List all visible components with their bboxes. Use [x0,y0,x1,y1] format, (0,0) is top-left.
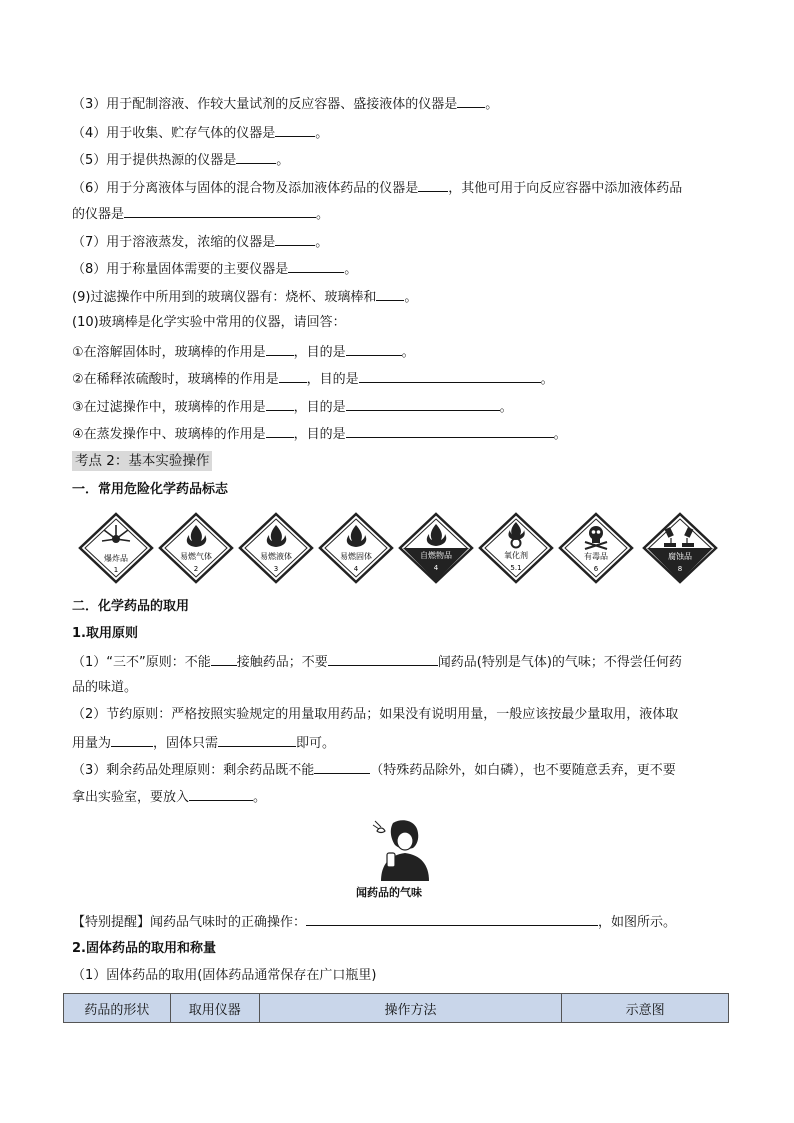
answer-blank[interactable] [346,342,402,356]
hazard-label: 自燃物品 [420,551,452,560]
principle-3: （3）剩余药品处理原则：剩余药品既不能 （特殊药品除外，如白磷），也不要随意丢弃，更不要 [72,760,676,780]
hazard-label: 易燃气体 [180,552,212,561]
answer-blank[interactable] [124,204,316,218]
table-header-row [64,994,729,1023]
hazard-number: 4 [353,565,359,573]
question-5: （5）用于提供热源的仪器是 。 [72,150,289,170]
hazard-number: 6 [593,565,599,573]
answer-blank[interactable] [275,123,315,137]
hazard-number: 5.1 [510,564,522,572]
answer-blank[interactable] [418,178,448,192]
column-header: 操作方法 [259,994,562,1023]
solid-heading: 2.固体药品的取用和称量 [72,941,216,956]
column-header: 取用仪器 [170,994,259,1023]
answer-blank[interactable] [306,912,598,926]
special-tip: 【特别提醒】闻药品气味时的正确操作： ，如图所示。 [72,912,676,932]
question-10-4: ④在蒸发操作中、玻璃棒的作用是 ，目的是 。 [72,424,567,444]
answer-blank[interactable] [266,342,294,356]
hazard-sign-oxidizer [478,512,554,584]
answer-blank[interactable] [279,369,307,383]
operation-table [63,993,729,1023]
question-4: （4）用于收集、贮存气体的仪器是 。 [72,123,328,143]
hazard-label: 腐蚀品 [668,552,692,561]
hazard-sign-explosive [78,512,154,584]
hazard-sign-spontaneous-combustion [398,512,474,584]
hazard-label: 易燃液体 [260,552,292,561]
principle-heading: 1.取用原则 [72,626,138,641]
hazard-label: 爆炸品 [104,554,128,563]
hazard-number: 1 [113,566,119,574]
answer-blank[interactable] [218,733,296,747]
principle-2: （2）节约原则：严格按照实验规定的用量取用药品；如果没有说明用量，一般应该按最少量取用，液体取 [72,707,679,722]
hazard-signs [72,512,722,586]
answer-blank[interactable] [288,259,344,273]
part-1-heading: 一．常用危险化学药品标志 [72,482,229,497]
hazard-label: 有毒品 [584,552,608,561]
answer-blank[interactable] [111,733,153,747]
answer-blank[interactable] [266,397,294,411]
answer-blank[interactable] [275,232,315,246]
answer-blank[interactable] [236,150,276,164]
answer-blank[interactable] [346,424,554,438]
solid-subheading: （1）固体药品的取用(固体药品通常保存在广口瓶里) [72,968,377,983]
question-9: (9)过滤操作中所用到的玻璃仪器有：烧杯、玻璃棒和 。 [72,287,417,307]
question-7: （7）用于溶液蒸发，浓缩的仪器是 。 [72,232,328,252]
answer-blank[interactable] [457,94,485,108]
column-header: 药品的形状 [64,994,171,1023]
answer-blank[interactable] [346,397,500,411]
answer-blank[interactable] [376,287,404,301]
principle-3-cont: 拿出实验室，要放入 。 [72,787,266,807]
question-8: （8）用于称量固体需要的主要仪器是 。 [72,259,357,279]
answer-blank[interactable] [189,787,253,801]
hazard-sign-flammable-solid [318,512,394,584]
principle-1: （1）“三不”原则：不能 接触药品；不要 闻药品(特别是气体)的气味；不得尝任何药 [72,652,682,672]
section-heading: 考点 2：基本实验操作 [72,451,212,471]
column-header: 示意图 [562,994,729,1023]
hazard-sign-flammable-gas [158,512,234,584]
hazard-sign-flammable-liquid [238,512,314,584]
smelling-illustration [363,815,437,881]
question-6-cont: 的仪器是 。 [72,204,329,224]
answer-blank[interactable] [328,652,438,666]
question-10-1: ①在溶解固体时，玻璃棒的作用是 ，目的是 。 [72,342,415,362]
hazard-number: 2 [193,565,199,573]
hazard-label: 氧化剂 [504,551,528,560]
question-3: （3）用于配制溶液、作较大量试剂的反应容器、盛接液体的仪器是 。 [72,94,498,114]
answer-blank[interactable] [266,424,294,438]
principle-2-cont: 用量为 ，固体只需 即可。 [72,733,335,753]
answer-blank[interactable] [359,369,541,383]
figure-caption: 闻药品的气味 [356,886,422,899]
question-10: (10)玻璃棒是化学实验中常用的仪器，请回答： [72,315,346,330]
hazard-sign-corrosive [642,512,718,584]
hazard-number: 4 [433,564,439,572]
hazard-label: 易燃固体 [340,552,372,561]
principle-1-cont: 品的味道。 [72,680,138,695]
hazard-sign-toxic [558,512,634,584]
question-10-3: ③在过滤操作中，玻璃棒的作用是 ，目的是 。 [72,397,513,417]
hazard-number: 3 [273,565,279,573]
part-2-heading: 二．化学药品的取用 [72,599,190,614]
answer-blank[interactable] [211,652,237,666]
question-6: （6）用于分离液体与固体的混合物及添加液体药品的仪器是 ，其他可用于向反应容器中添加液体药品 [72,178,682,198]
answer-blank[interactable] [314,760,370,774]
question-10-2: ②在稀释浓硫酸时，玻璃棒的作用是 ，目的是 。 [72,369,554,389]
hazard-number: 8 [677,565,683,573]
